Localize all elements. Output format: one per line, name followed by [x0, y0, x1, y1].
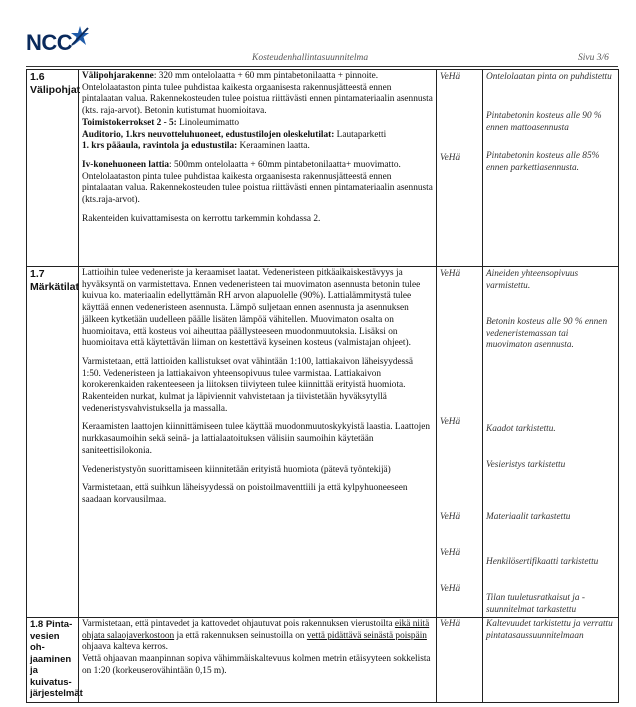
responsible-label: VeHä — [440, 417, 461, 427]
paragraph: Vedeneristystyön suorittamiseen kiinnitetään erityistä huomiota (pätevä työntekijä) — [82, 464, 391, 475]
moisture-plan-table — [26, 69, 619, 703]
responsible-label: VeHä — [440, 512, 461, 522]
section-number: 1.7 — [30, 268, 45, 280]
underlined-text: vettä pidättävä seinästä poispäin — [306, 630, 427, 641]
responsible-label: VeHä — [440, 619, 461, 629]
paragraph: Välipohjarakenne: 320 mm ontelolaatta + 60 mm pintabetonilaatta + pinnoite. Ontelolaataston pinta tulee puhdistaa kaikesta orgaanisesta rakennusjätteestä ennen pintalaatan valua. Rakennekosteuden tulee poistua riittävästi ennen pintamateriaalin asennusta (kts. raja-arvot). Betonin kutistumat huomioitava. — [82, 71, 433, 117]
verification-cell — [483, 70, 619, 267]
section-title-line: 1.8 Pinta- — [30, 619, 73, 630]
paragraph: Vettä ohjaavan maanpinnan sopiva vähimmäiskaltevuus kolmen metrin etäisyyteen sokkelista on 1:20 (korkeuserovähintään 0,15 m). — [82, 654, 431, 676]
section-title-line: jaaminen ja — [30, 653, 72, 677]
logo-text: NCC — [26, 30, 73, 55]
responsible-cell — [437, 267, 483, 618]
responsible-cell — [437, 618, 483, 703]
underlined-text: eikä niitä ohjata salaojaverkostoon — [82, 619, 430, 641]
section-title-line: kuivatus- — [30, 676, 72, 688]
paragraph: Varmistetaan, että pintavedet ja kattovedet ohjautuvat pois rakennuksen vierustoilta eikä niitä ohjata salaojaverkostoon ja että rakennuksen seinustoilla on vettä pidättävä seinästä poispäin ohjaava kalteva kerros. — [82, 619, 430, 653]
ncc-logo — [26, 30, 90, 56]
responsible-label: VeHä — [440, 548, 461, 558]
verification-note: Vesieristys tarkistettu — [486, 460, 566, 470]
section-title-line: vesien oh- — [30, 630, 60, 654]
section-title-cell — [27, 267, 79, 618]
responsible-label: VeHä — [440, 153, 461, 163]
verification-note: Betonin kosteus alle 90 % ennen vedeneristemassan tai muovimaton asennusta. — [486, 317, 608, 351]
paragraph: Iv-konehuoneen lattia: 500mm ontelolaatta + 60mm pintabetonilaatta+ muovimatto. Ontelolaataston pinta tulee puhdistaa kaikesta orgaanisesta rakennusjätteestä ennen pintalaatan valua. Rakennekosteuden tulee poistua riittävästi ennen pintamateriaalin asennusta (kts.raja-arvot). — [82, 159, 433, 206]
verification-note: Aineiden yhteensopivuus varmistettu. — [486, 269, 579, 291]
section-title-line: järjestelmät — [30, 688, 83, 700]
section-text-cell — [79, 267, 437, 618]
paragraph: Lattioihin tulee vedeneriste ja keraamiset laatat. Vedeneristeen pitkäaikaiskestävyys ja hyväksyntä on varmistettava. Ennen vedeneristeen tai muovimaton asennusta betonin tulee kuivua ko. materiaalin edellyttämän RH arvon alapuolelle (90%). Lattialämmitystä tulee käyttää ennen vedeneristeen asennusta. Lämpö suljetaan ennen asennusta ja asennuksen jälkeen kytketään uudelleen päälle lisäten lämpöä vähitellen. Muovimaton osalta on huomioitava, että kosteus voi aiheuttaa päällysteeseen muodonmuutoksia. Lisäksi on huomioitava että käytettävän liiman on kestettävä kyseinen kosteus (valmistajan ohjeet). — [82, 268, 421, 349]
section-row-1-6 — [27, 70, 619, 267]
verification-note: Materiaalit tarkastettu — [486, 512, 571, 522]
section-title: Välipohjat — [30, 83, 81, 96]
verification-note: Pintabetonin kosteus alle 90 % ennen mattoasennusta — [486, 111, 602, 133]
page-number: Sivu 3/6 — [578, 53, 609, 63]
header-divider — [26, 66, 618, 67]
paragraph: Auditorio, 1.krs neuvotteluhuoneet, edustustilojen oleskelutilat: Lautaparketti — [82, 129, 387, 140]
verification-note: Henkilösertifikaatti tarkistettu — [486, 557, 599, 567]
section-title-cell — [27, 70, 79, 267]
section-number: 1.6 — [30, 71, 45, 83]
paragraph: 1. krs pääaula, ravintola ja edustustila: Keraaminen laatta. — [82, 141, 310, 152]
document-title: Kosteudenhallintasuunnitelma — [252, 53, 369, 63]
paragraph: Toimistokerrokset 2 - 5: Linoleumimatto — [82, 117, 240, 128]
paragraph: Varmistetaan, että lattioiden kallistukset ovat vähintään 1:100, lattiakaivon läheisyydessä 1:50. Vedeneristeen ja lattiakaivon yhteensopivuus tulee varmistaa. Lattiakaivon korokerenkaiden rakenteeseen ja liitoksen tiiviyteen tulee kiinnittää erityistä huomiota. Rakenteiden nurkat, kulmat ja läpiviennit vahvistetaan ja tiivistetään hyväksytyllä vedeneristysvahvistuksella ja massalla. — [82, 356, 413, 414]
verification-note: Ontelolaatan pinta on puhdistettu — [486, 72, 612, 82]
page-header — [0, 0, 636, 62]
paragraph: Varmistetaan, että suihkun läheisyydessä on poistoilmaventtiili ja että kylpyhuoneeseen saadaan korvausilmaa. — [82, 483, 408, 505]
section-text-cell — [79, 70, 437, 267]
section-title-cell — [27, 618, 83, 703]
verification-note: Kaltevuudet tarkistettu ja verrattu pintatasaussuunnitelmaan — [486, 619, 613, 641]
section-row-1-7 — [27, 267, 619, 618]
verification-cell — [483, 267, 619, 618]
responsible-label: VeHä — [440, 269, 461, 279]
section-text-cell — [79, 618, 437, 703]
ncc-star-logo-icon — [70, 25, 90, 47]
paragraph: Keraamisten laattojen kiinnittämiseen tulee käyttää muodonmuutoskykyistä laastia. Laattojen nurkkasaumoihin sekä seinä- ja lattialaatoituksen välisiin saumoihin käytetään saniteettisilokonia. — [82, 422, 431, 456]
responsible-label: VeHä — [440, 72, 461, 82]
responsible-label: VeHä — [440, 584, 461, 594]
verification-note: Pintabetonin kosteus alle 85% ennen parkettiasennusta. — [486, 151, 600, 173]
verification-cell — [483, 618, 619, 703]
verification-note: Tilan tuuletusratkaisut ja -suunnitelmat tarkastettu — [486, 593, 585, 615]
paragraph: Rakenteiden kuivattamisesta on kerrottu tarkemmin kohdassa 2. — [82, 213, 321, 224]
section-row-1-8 — [27, 618, 619, 703]
responsible-cell — [437, 70, 483, 267]
section-title: Märkätilat — [30, 280, 80, 293]
verification-note: Kaadot tarkistettu. — [486, 424, 556, 434]
